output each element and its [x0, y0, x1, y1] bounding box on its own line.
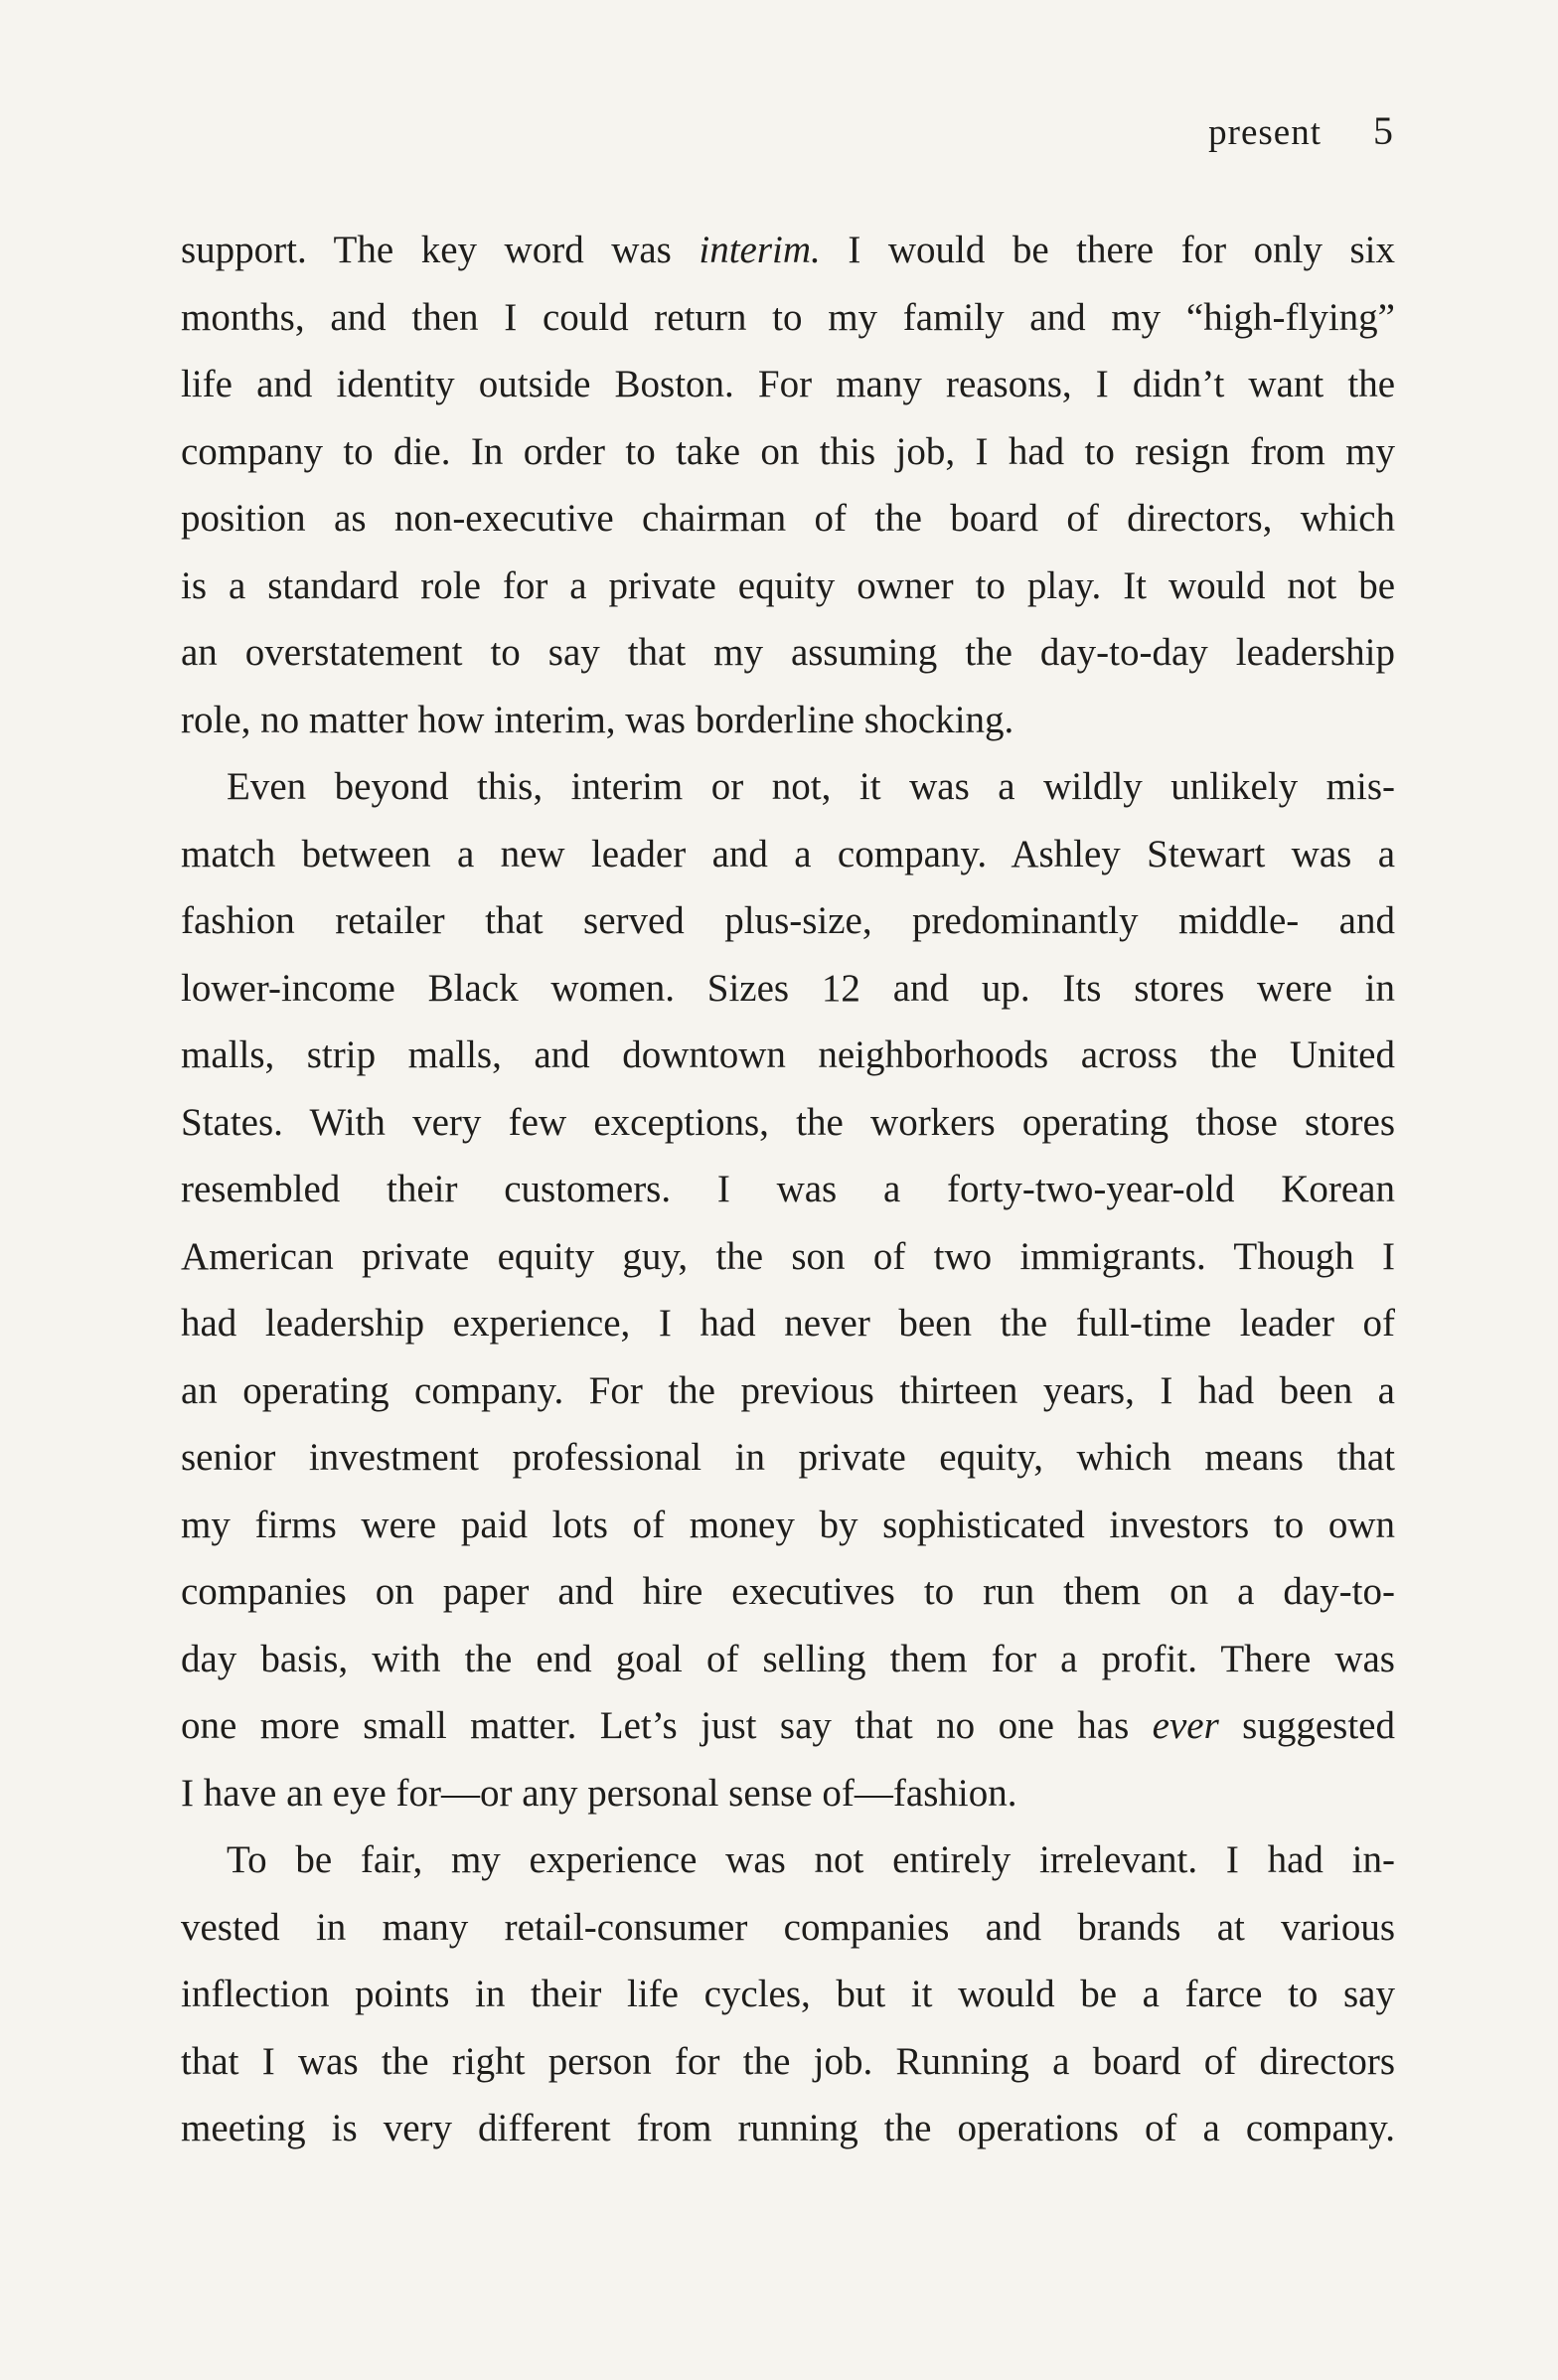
text-line: months, and then I could return to my family and my “high-flying” [181, 295, 1395, 339]
text-line: role, no matter how interim, was borderline shocking. [181, 698, 1014, 741]
text-line: malls, strip malls, and downtown neighborhoods across the United [181, 1033, 1395, 1076]
text-line: fashion retailer that served plus-size, predominantly middle- and [181, 899, 1395, 942]
text-line: senior investment professional in private equity, which means that [181, 1436, 1395, 1479]
text-line: position as non-executive chairman of the board of directors, which [181, 497, 1395, 540]
emphasis: interim. [699, 229, 821, 271]
body-text [181, 217, 1395, 2162]
text-line: meeting is very different from running the operations of a company. [181, 2107, 1395, 2149]
text-line: lower-income Black women. Sizes 12 and up. Its stores were in [181, 966, 1395, 1010]
text-line: Even beyond this, interim or not, it was a wildly unlikely mis- [227, 765, 1395, 808]
text-line: that I was the right person for the job. Running a board of directors [181, 2039, 1395, 2083]
emphasis: ever [1152, 1704, 1219, 1747]
text-line: an overstatement to say that my assuming the day-to-day leadership [181, 631, 1395, 674]
text-line: an operating company. For the previous thirteen years, I had been a [181, 1368, 1395, 1412]
page-number: 5 [1373, 108, 1394, 153]
text-line: American private equity guy, the son of two immigrants. Though I [181, 1234, 1395, 1278]
text-line: one more small matter. Let’s just say that no one has ever suggested [181, 1704, 1395, 1747]
text-line: I have an eye for—or any personal sense of—fashion. [181, 1771, 1017, 1815]
section-title: present [1208, 112, 1322, 153]
text-line: day basis, with the end goal of selling them for a profit. There was [181, 1637, 1395, 1680]
text-line: companies on paper and hire executives to run them on a day-to- [181, 1570, 1395, 1613]
text-line: life and identity outside Boston. For many reasons, I didn’t want the [181, 363, 1395, 405]
text-line: my firms were paid lots of money by sophisticated investors to own [181, 1503, 1395, 1546]
text-line: States. With very few exceptions, the workers operating those stores [181, 1100, 1395, 1144]
text-line: is a standard role for a private equity owner to play. It would not be [181, 563, 1395, 607]
text-line: company to die. In order to take on this job, I had to resign from my [181, 429, 1395, 473]
text-line: support. The key word was interim. I would be there for only six [181, 229, 1395, 271]
text-line: inflection points in their life cycles, but it would be a farce to say [181, 1973, 1395, 2015]
text-line: match between a new leader and a company. Ashley Stewart was a [181, 832, 1395, 875]
text-line: To be fair, my experience was not entirely irrelevant. I had in- [227, 1838, 1395, 1881]
text-line: resembled their customers. I was a forty-two-year-old Korean [181, 1168, 1395, 1210]
text-line: had leadership experience, I had never been the full-time leader of [181, 1302, 1395, 1345]
text-line: vested in many retail-consumer companies and brands at various [181, 1905, 1395, 1949]
running-head [1208, 107, 1394, 154]
